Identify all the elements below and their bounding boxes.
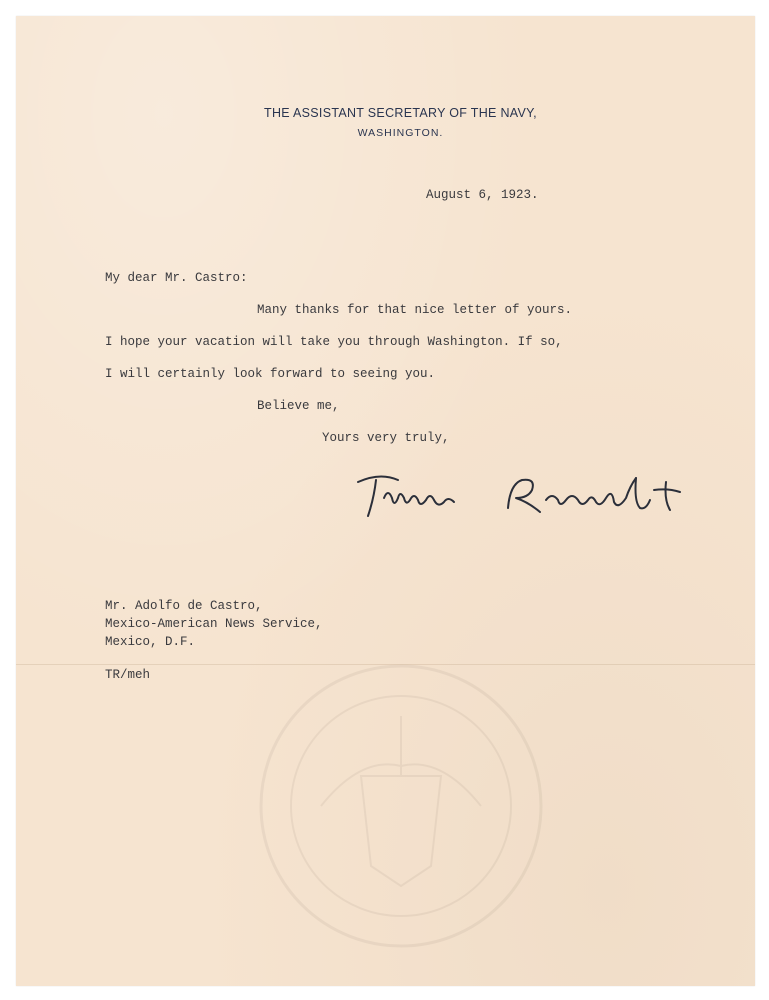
closing-line-2: Yours very truly, (322, 431, 450, 445)
signature-mark (350, 468, 690, 528)
letter-date: August 6, 1923. (426, 188, 539, 202)
body-line-2: I hope your vacation will take you through Washington. If so, (105, 335, 563, 349)
letterhead-title: THE ASSISTANT SECRETARY OF THE NAVY, (264, 106, 537, 120)
recipient-place: Mexico, D.F. (105, 635, 196, 649)
closing-line-1: Believe me, (257, 399, 340, 413)
embossed-seal-icon (211, 656, 591, 956)
letter-paper (16, 16, 755, 986)
salutation: My dear Mr. Castro: (105, 271, 248, 285)
recipient-name: Mr. Adolfo de Castro, (105, 599, 263, 613)
reference-initials: TR/meh (105, 668, 151, 682)
body-line-1: Many thanks for that nice letter of yours. (257, 303, 573, 317)
recipient-org: Mexico-American News Service, (105, 617, 323, 631)
paper-fold (16, 664, 755, 665)
body-line-3: I will certainly look forward to seeing you. (105, 367, 436, 381)
letterhead-city: WASHINGTON. (357, 127, 444, 139)
